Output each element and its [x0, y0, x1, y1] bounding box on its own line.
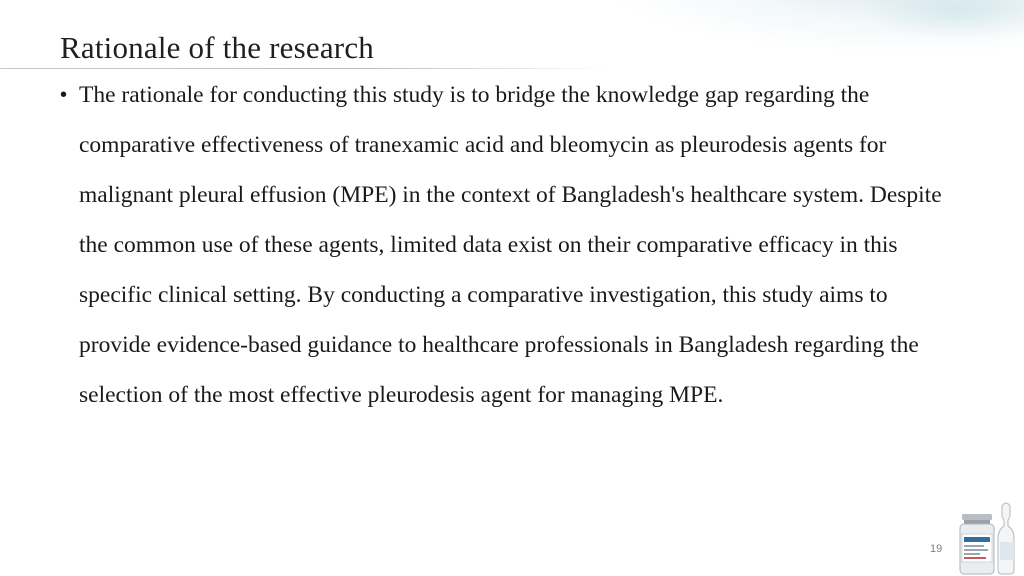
slide-content: [60, 77, 960, 420]
title-underline: [0, 68, 610, 69]
corner-glow-decoration-2: [860, 0, 1024, 40]
bullet-item: [60, 77, 960, 420]
bullet-text: The rationale for conducting this study is to bridge the knowledge gap regarding the comparative effectiveness of tranexamic acid and bleomycin as pleurodesis agents for malignant pleural effusion (MPE) in the context of Bangladesh's healthcare system. Despite the common use of these agents, limited data exist on their comparative efficacy in this specific clinical setting. By conducting a comparative investigation, this study aims to provide evidence-based guidance to healthcare professionals in Bangladesh regarding the selection of the most effective pleurodesis agent for managing MPE.: [79, 82, 942, 408]
slide-title: Rationale of the research: [60, 30, 374, 65]
page-number: 19: [930, 543, 943, 555]
medicine-vial-icon: [956, 500, 1020, 576]
bullet-marker: •: [60, 84, 68, 106]
